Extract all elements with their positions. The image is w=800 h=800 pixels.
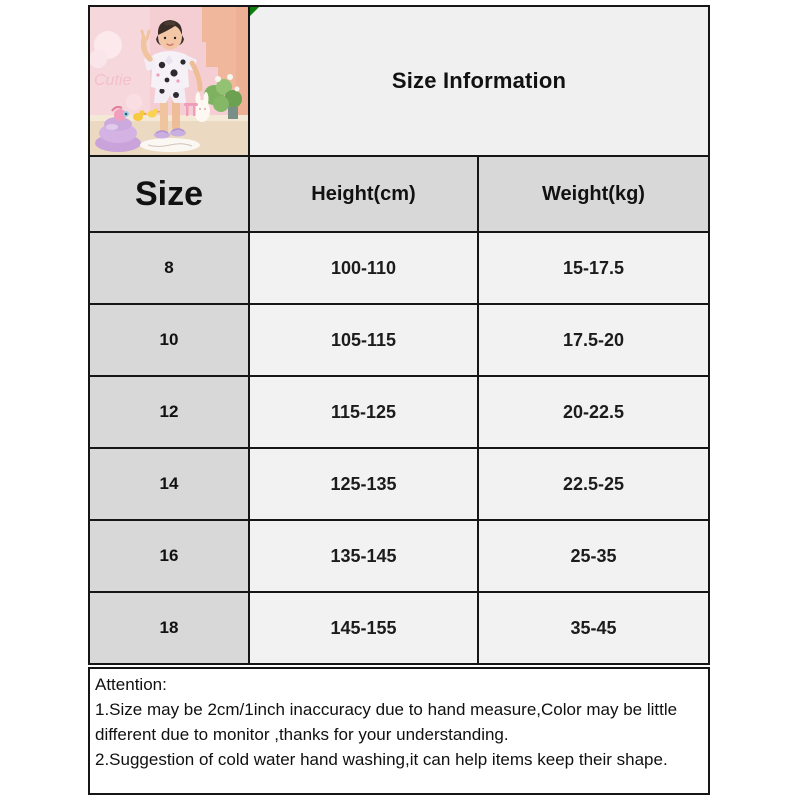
attention-note (88, 667, 710, 795)
product-photo (90, 7, 248, 155)
column-header-height: Height(cm) (250, 157, 477, 231)
product-photo-illustration (90, 7, 248, 155)
size-cell-row-5: 18 (90, 593, 248, 663)
weight-cell-row-5: 35-45 (479, 593, 708, 663)
weight-cell-row-2: 20-22.5 (479, 377, 708, 447)
height-cell-row-3: 125-135 (250, 449, 477, 519)
height-cell-row-0: 100-110 (250, 233, 477, 303)
weight-cell-row-4: 25-35 (479, 521, 708, 591)
page-title: Size Information (391, 68, 567, 93)
svg-text:Cutie: Cutie (94, 72, 132, 89)
column-header-size: Size (90, 157, 248, 231)
height-cell-row-5: 145-155 (250, 593, 477, 663)
height-cell-row-4: 135-145 (250, 521, 477, 591)
weight-cell-row-1: 17.5-20 (479, 305, 708, 375)
weight-cell-row-3: 22.5-25 (479, 449, 708, 519)
attention-heading: Attention: (95, 675, 167, 694)
size-information-header-cell (250, 7, 708, 155)
height-cell-row-1: 105-115 (250, 305, 477, 375)
attention-line: 1.Size may be 2cm/1inch inaccuracy due to hand measure,Color may be little different due to monitor ,thanks for your understanding. (95, 700, 678, 744)
height-cell-row-2: 115-125 (250, 377, 477, 447)
size-cell-row-0: 8 (90, 233, 248, 303)
cell-comment-marker-icon (250, 7, 259, 16)
size-cell-row-4: 16 (90, 521, 248, 591)
attention-lines (95, 697, 705, 772)
size-cell-row-2: 12 (90, 377, 248, 447)
size-cell-row-3: 14 (90, 449, 248, 519)
weight-cell-row-0: 15-17.5 (479, 233, 708, 303)
size-cell-row-1: 10 (90, 305, 248, 375)
size-table (88, 5, 710, 665)
attention-line: 2.Suggestion of cold water hand washing,it can help items keep their shape. (95, 750, 668, 769)
column-header-weight: Weight(kg) (479, 157, 708, 231)
